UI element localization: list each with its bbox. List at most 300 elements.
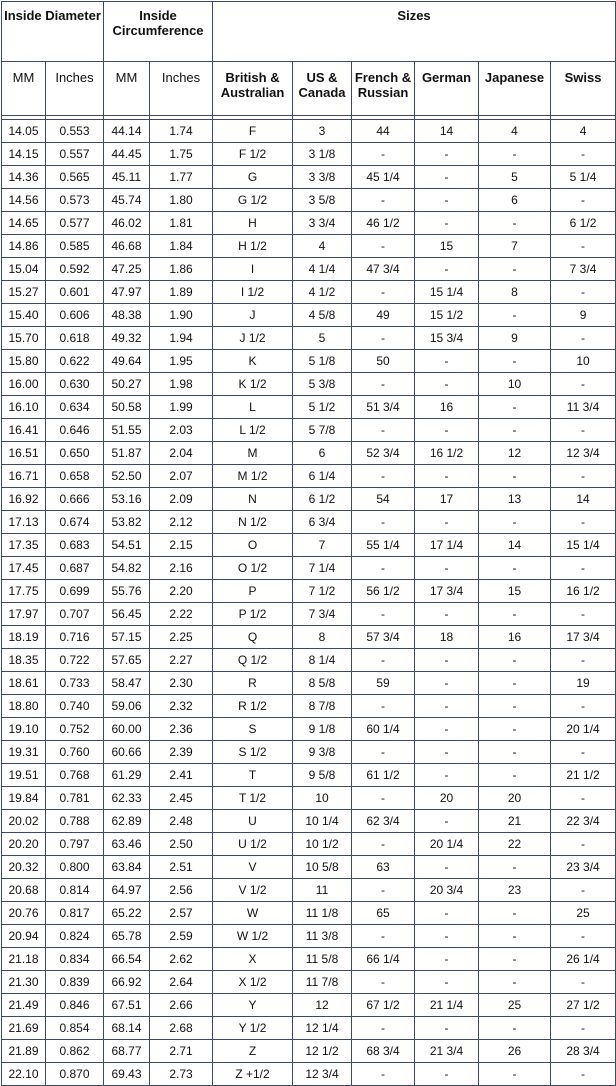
inches-diameter-cell: 0.817 [46,902,104,925]
table-row [2,810,616,833]
japanese-size-cell: 6 [479,189,551,212]
inches-diameter-cell: 0.760 [46,741,104,764]
french-size-cell: 57 3/4 [352,626,415,649]
german-size-cell: - [415,695,479,718]
french-size-cell: - [352,511,415,534]
japanese-size-cell: 4 [479,120,551,143]
mm-circumference-cell: 61.29 [104,764,150,787]
french-size-cell: 51 3/4 [352,396,415,419]
us-size-cell: 5 1/8 [293,350,352,373]
inches-circumference-cell: 1.89 [150,281,213,304]
swiss-size-cell: - [551,695,616,718]
inches-circumference-cell: 2.20 [150,580,213,603]
mm-circumference-cell: 44.14 [104,120,150,143]
mm-circumference-cell: 50.58 [104,396,150,419]
swiss-size-cell: - [551,419,616,442]
inches-circumference-cell: 1.81 [150,212,213,235]
mm-circumference-cell: 59.06 [104,695,150,718]
mm-circumference-cell: 69.43 [104,1063,150,1086]
french-size-cell: - [352,143,415,166]
swiss-size-cell: - [551,235,616,258]
british-size-cell: T [213,764,293,787]
german-size-cell: 20 1/4 [415,833,479,856]
swiss-size-cell: 12 3/4 [551,442,616,465]
inches-diameter-cell: 0.601 [46,281,104,304]
mm-circumference-cell: 63.84 [104,856,150,879]
inches-diameter-cell: 0.733 [46,672,104,695]
mm-circumference-cell: 50.27 [104,373,150,396]
mm-diameter-cell: 19.10 [2,718,46,741]
swiss-size-cell: 15 1/4 [551,534,616,557]
british-size-cell: H [213,212,293,235]
mm-circumference-header: MM [104,62,150,116]
japanese-size-cell: - [479,741,551,764]
inches-circumference-cell: 1.98 [150,373,213,396]
swiss-size-cell: 5 1/4 [551,166,616,189]
german-size-cell: - [415,649,479,672]
table-row [2,649,616,672]
swiss-size-cell: 21 1/2 [551,764,616,787]
german-size-cell: - [415,258,479,281]
mm-diameter-cell: 18.80 [2,695,46,718]
inches-diameter-cell: 0.557 [46,143,104,166]
german-size-cell: - [415,373,479,396]
french-size-cell: 52 3/4 [352,442,415,465]
swiss-size-cell: 16 1/2 [551,580,616,603]
british-size-cell: J [213,304,293,327]
swiss-size-cell: 28 3/4 [551,1040,616,1063]
inches-diameter-cell: 0.846 [46,994,104,1017]
mm-diameter-cell: 16.51 [2,442,46,465]
mm-diameter-cell: 21.30 [2,971,46,994]
french-size-cell: - [352,603,415,626]
mm-circumference-cell: 62.89 [104,810,150,833]
inches-circumference-cell: 2.41 [150,764,213,787]
inches-circumference-cell: 2.16 [150,557,213,580]
german-size-cell: 17 1/4 [415,534,479,557]
british-size-cell: R [213,672,293,695]
mm-circumference-cell: 51.87 [104,442,150,465]
japanese-size-cell: - [479,511,551,534]
inches-diameter-cell: 0.870 [46,1063,104,1086]
inches-circumference-cell: 2.50 [150,833,213,856]
mm-diameter-cell: 21.69 [2,1017,46,1040]
mm-diameter-cell: 14.05 [2,120,46,143]
japanese-size-cell: - [479,419,551,442]
british-size-cell: L [213,396,293,419]
inches-circumference-cell: 2.48 [150,810,213,833]
japanese-size-cell: - [479,971,551,994]
table-row [2,1040,616,1063]
german-size-cell: - [415,603,479,626]
us-size-cell: 7 1/2 [293,580,352,603]
ring-size-table [1,1,616,1086]
table-row [2,856,616,879]
us-size-cell: 3 [293,120,352,143]
british-size-cell: Y [213,994,293,1017]
inches-circumference-cell: 2.64 [150,971,213,994]
british-size-cell: W 1/2 [213,925,293,948]
french-size-cell: 54 [352,488,415,511]
table-row [2,879,616,902]
inches-diameter-cell: 0.666 [46,488,104,511]
french-size-cell: 55 1/4 [352,534,415,557]
table-row [2,373,616,396]
table-row [2,1063,616,1086]
inches-circumference-cell: 2.27 [150,649,213,672]
mm-diameter-cell: 19.84 [2,787,46,810]
us-canada-header: US & Canada [293,62,352,116]
mm-circumference-cell: 57.15 [104,626,150,649]
mm-circumference-cell: 53.16 [104,488,150,511]
french-size-cell: 49 [352,304,415,327]
us-size-cell: 5 1/2 [293,396,352,419]
inches-diameter-cell: 0.630 [46,373,104,396]
inches-circumference-cell: 1.77 [150,166,213,189]
us-size-cell: 10 5/8 [293,856,352,879]
british-size-cell: O [213,534,293,557]
german-size-cell: - [415,971,479,994]
us-size-cell: 7 3/4 [293,603,352,626]
japanese-header: Japanese [479,62,551,116]
mm-diameter-cell: 14.36 [2,166,46,189]
inches-diameter-cell: 0.565 [46,166,104,189]
japanese-size-cell: 21 [479,810,551,833]
mm-circumference-cell: 45.74 [104,189,150,212]
us-size-cell: 9 3/8 [293,741,352,764]
french-size-cell: - [352,281,415,304]
mm-circumference-cell: 65.22 [104,902,150,925]
german-size-cell: 15 3/4 [415,327,479,350]
us-size-cell: 12 3/4 [293,1063,352,1086]
mm-diameter-cell: 20.32 [2,856,46,879]
mm-diameter-cell: 16.00 [2,373,46,396]
inches-diameter-cell: 0.722 [46,649,104,672]
table-row [2,350,616,373]
german-size-cell: 14 [415,120,479,143]
table-row [2,327,616,350]
german-size-cell: 17 [415,488,479,511]
swiss-size-cell: - [551,143,616,166]
table-row [2,741,616,764]
french-size-cell: 60 1/4 [352,718,415,741]
german-size-cell: - [415,1017,479,1040]
inches-circumference-cell: 2.04 [150,442,213,465]
japanese-size-cell: - [479,764,551,787]
inches-circumference-cell: 2.62 [150,948,213,971]
us-size-cell: 8 5/8 [293,672,352,695]
swiss-size-cell: 7 3/4 [551,258,616,281]
us-size-cell: 4 1/2 [293,281,352,304]
german-size-cell: 20 3/4 [415,879,479,902]
table-row [2,396,616,419]
mm-diameter-cell: 18.19 [2,626,46,649]
japanese-size-cell: - [479,1017,551,1040]
mm-diameter-cell: 15.70 [2,327,46,350]
inches-circumference-cell: 2.73 [150,1063,213,1086]
inches-circumference-cell: 1.90 [150,304,213,327]
japanese-size-cell: - [479,465,551,488]
japanese-size-cell: - [479,948,551,971]
table-row [2,603,616,626]
table-row [2,925,616,948]
mm-diameter-cell: 20.20 [2,833,46,856]
us-size-cell: 10 1/4 [293,810,352,833]
inches-diameter-cell: 0.618 [46,327,104,350]
us-size-cell: 11 5/8 [293,948,352,971]
japanese-size-cell: 13 [479,488,551,511]
german-size-cell: 20 [415,787,479,810]
inches-circumference-cell: 2.30 [150,672,213,695]
german-size-cell: - [415,419,479,442]
mm-circumference-cell: 66.92 [104,971,150,994]
swiss-size-cell: 20 1/4 [551,718,616,741]
inches-diameter-cell: 0.768 [46,764,104,787]
table-body [2,120,616,1086]
japanese-size-cell: - [479,304,551,327]
inches-diameter-cell: 0.577 [46,212,104,235]
japanese-size-cell: - [479,695,551,718]
british-size-cell: N [213,488,293,511]
us-size-cell: 12 1/2 [293,1040,352,1063]
british-size-cell: G [213,166,293,189]
inches-diameter-cell: 0.622 [46,350,104,373]
mm-diameter-cell: 14.65 [2,212,46,235]
inches-diameter-cell: 0.683 [46,534,104,557]
mm-diameter-cell: 15.40 [2,304,46,327]
us-size-cell: 8 [293,626,352,649]
japanese-size-cell: 16 [479,626,551,649]
japanese-size-cell: 22 [479,833,551,856]
table-row [2,419,616,442]
table-row [2,235,616,258]
mm-diameter-cell: 20.76 [2,902,46,925]
mm-circumference-cell: 56.45 [104,603,150,626]
german-size-cell: - [415,350,479,373]
swiss-size-cell: 17 3/4 [551,626,616,649]
us-size-cell: 9 1/8 [293,718,352,741]
mm-circumference-cell: 44.45 [104,143,150,166]
inches-diameter-cell: 0.740 [46,695,104,718]
us-size-cell: 12 [293,994,352,1017]
swiss-size-cell: - [551,373,616,396]
us-size-cell: 4 1/4 [293,258,352,281]
japanese-size-cell: 15 [479,580,551,603]
swiss-size-cell: - [551,603,616,626]
mm-circumference-cell: 60.00 [104,718,150,741]
table-row [2,442,616,465]
us-size-cell: 6 [293,442,352,465]
us-size-cell: 3 5/8 [293,189,352,212]
inches-circumference-cell: 2.07 [150,465,213,488]
british-size-cell: S 1/2 [213,741,293,764]
us-size-cell: 4 [293,235,352,258]
french-size-cell: - [352,189,415,212]
inches-diameter-cell: 0.834 [46,948,104,971]
mm-diameter-header: MM [2,62,46,116]
japanese-size-cell: 5 [479,166,551,189]
japanese-size-cell: - [479,1063,551,1086]
inches-diameter-cell: 0.797 [46,833,104,856]
mm-circumference-cell: 65.78 [104,925,150,948]
swiss-size-cell: - [551,281,616,304]
inches-diameter-cell: 0.585 [46,235,104,258]
mm-circumference-cell: 68.14 [104,1017,150,1040]
mm-circumference-cell: 63.46 [104,833,150,856]
german-size-cell: - [415,810,479,833]
british-size-cell: V [213,856,293,879]
swiss-size-cell: - [551,971,616,994]
inches-diameter-cell: 0.650 [46,442,104,465]
swiss-size-cell: - [551,649,616,672]
us-size-cell: 6 1/4 [293,465,352,488]
table-row [2,212,616,235]
inches-diameter-cell: 0.781 [46,787,104,810]
inches-circumference-cell: 2.09 [150,488,213,511]
british-size-cell: H 1/2 [213,235,293,258]
french-size-cell: - [352,695,415,718]
mm-diameter-cell: 14.86 [2,235,46,258]
us-size-cell: 3 3/4 [293,212,352,235]
mm-diameter-cell: 18.61 [2,672,46,695]
german-size-cell: 16 1/2 [415,442,479,465]
french-size-cell: - [352,833,415,856]
inches-circumference-cell: 2.36 [150,718,213,741]
swiss-size-cell: - [551,557,616,580]
mm-diameter-cell: 14.15 [2,143,46,166]
japanese-size-cell: 20 [479,787,551,810]
japanese-size-cell: - [479,649,551,672]
table-row [2,120,616,143]
japanese-size-cell: 8 [479,281,551,304]
mm-diameter-cell: 16.71 [2,465,46,488]
table-row [2,718,616,741]
swiss-size-cell: - [551,511,616,534]
mm-diameter-cell: 14.56 [2,189,46,212]
mm-diameter-cell: 20.94 [2,925,46,948]
french-size-cell: - [352,235,415,258]
inches-circumference-cell: 1.80 [150,189,213,212]
french-size-cell: 65 [352,902,415,925]
us-size-cell: 10 [293,787,352,810]
inches-diameter-cell: 0.646 [46,419,104,442]
mm-circumference-cell: 51.55 [104,419,150,442]
german-size-cell: - [415,672,479,695]
british-size-cell: Q 1/2 [213,649,293,672]
inches-diameter-cell: 0.634 [46,396,104,419]
german-size-cell: 21 3/4 [415,1040,479,1063]
table-row [2,948,616,971]
swiss-size-cell: 19 [551,672,616,695]
inches-diameter-cell: 0.699 [46,580,104,603]
mm-diameter-cell: 17.45 [2,557,46,580]
french-size-cell: - [352,1063,415,1086]
table-row [2,994,616,1017]
table-row [2,833,616,856]
mm-diameter-cell: 16.92 [2,488,46,511]
mm-circumference-cell: 64.97 [104,879,150,902]
table-row [2,281,616,304]
german-size-cell: - [415,948,479,971]
inches-diameter-cell: 0.839 [46,971,104,994]
inches-diameter-cell: 0.573 [46,189,104,212]
british-size-cell: G 1/2 [213,189,293,212]
mm-circumference-cell: 46.68 [104,235,150,258]
japanese-size-cell: 12 [479,442,551,465]
inches-diameter-cell: 0.752 [46,718,104,741]
inches-circumference-cell: 1.95 [150,350,213,373]
mm-diameter-cell: 21.18 [2,948,46,971]
french-russian-header: French & Russian [352,62,415,116]
french-size-cell: 68 3/4 [352,1040,415,1063]
swiss-size-cell: 25 [551,902,616,925]
table-row [2,764,616,787]
japanese-size-cell: 26 [479,1040,551,1063]
table-row [2,511,616,534]
table-row [2,580,616,603]
german-size-cell: - [415,511,479,534]
german-size-cell: - [415,189,479,212]
us-size-cell: 7 [293,534,352,557]
table-row [2,626,616,649]
french-size-cell: 56 1/2 [352,580,415,603]
mm-circumference-cell: 57.65 [104,649,150,672]
japanese-size-cell: - [479,143,551,166]
swiss-size-cell: - [551,833,616,856]
table-row [2,1017,616,1040]
british-size-cell: T 1/2 [213,787,293,810]
german-size-cell: - [415,166,479,189]
british-size-cell: J 1/2 [213,327,293,350]
mm-circumference-cell: 52.50 [104,465,150,488]
mm-circumference-cell: 48.38 [104,304,150,327]
mm-circumference-cell: 55.76 [104,580,150,603]
british-size-cell: W [213,902,293,925]
mm-circumference-cell: 49.32 [104,327,150,350]
mm-circumference-cell: 54.82 [104,557,150,580]
japanese-size-cell: - [479,212,551,235]
swiss-size-cell: 10 [551,350,616,373]
inches-circumference-header: Inches [150,62,213,116]
mm-circumference-cell: 58.47 [104,672,150,695]
us-size-cell: 10 1/2 [293,833,352,856]
french-size-cell: 45 1/4 [352,166,415,189]
japanese-size-cell: 10 [479,373,551,396]
french-size-cell: 44 [352,120,415,143]
german-size-cell: - [415,212,479,235]
mm-diameter-cell: 17.97 [2,603,46,626]
swiss-size-cell: 23 3/4 [551,856,616,879]
swiss-size-cell: 27 1/2 [551,994,616,1017]
inches-diameter-cell: 0.800 [46,856,104,879]
swiss-size-cell: - [551,787,616,810]
table-row [2,557,616,580]
british-size-cell: P 1/2 [213,603,293,626]
table-row [2,166,616,189]
mm-circumference-cell: 60.66 [104,741,150,764]
us-size-cell: 3 3/8 [293,166,352,189]
french-size-cell: 59 [352,672,415,695]
japanese-size-cell: 14 [479,534,551,557]
mm-diameter-cell: 21.49 [2,994,46,1017]
inches-diameter-cell: 0.862 [46,1040,104,1063]
mm-circumference-cell: 47.97 [104,281,150,304]
japanese-size-cell: - [479,856,551,879]
german-size-cell: 16 [415,396,479,419]
inches-circumference-cell: 1.74 [150,120,213,143]
inches-diameter-cell: 0.658 [46,465,104,488]
british-size-cell: V 1/2 [213,879,293,902]
